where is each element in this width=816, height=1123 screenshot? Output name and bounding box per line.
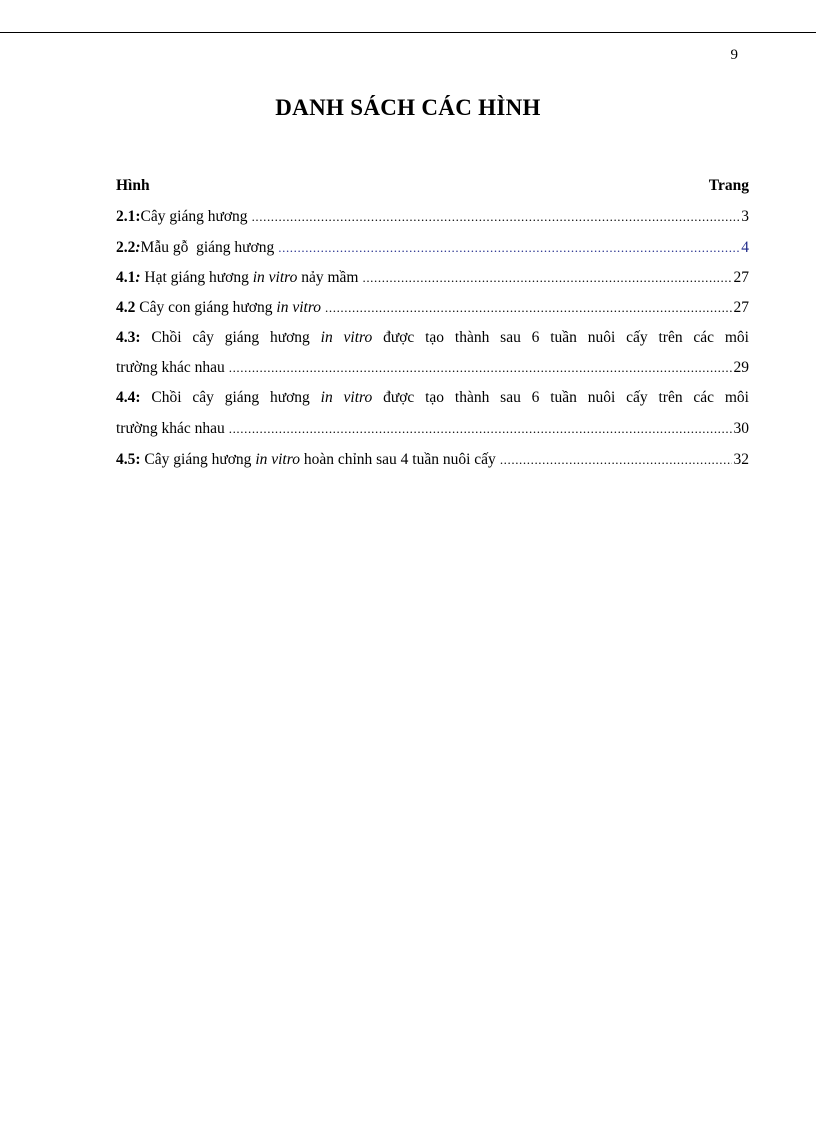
entry-page: 27 (733, 299, 749, 316)
page-number: 9 (730, 47, 738, 63)
dot-leader (229, 419, 732, 439)
dot-leader (362, 268, 731, 288)
entry-text: Chồi cây giáng hương (140, 389, 321, 406)
entry-number-sep: : (135, 269, 141, 286)
entry-text: Cây giáng hương (140, 208, 248, 225)
entry-number: 4.1 (116, 269, 136, 286)
toc-header-figure: Hình (116, 177, 150, 194)
entry-text-after: được tạo thành sau 6 tuần nuôi cấy trên các môi (372, 329, 749, 346)
toc-entry-4-2[interactable] (116, 298, 749, 318)
entry-page: 29 (733, 359, 749, 376)
toc-entry-4-3-line2[interactable] (116, 358, 749, 378)
toc-entry-2-1[interactable] (116, 207, 749, 227)
entry-number: 4.4: (116, 389, 141, 406)
toc-entry-4-4-line1[interactable] (116, 388, 749, 408)
dot-leader (325, 298, 731, 318)
toc-entry-4-3-line1[interactable] (116, 328, 749, 348)
entry-number: 2.2 (116, 239, 136, 256)
entry-page: 4 (741, 239, 749, 256)
entry-number: 4.3: (116, 329, 141, 346)
entry-page: 27 (733, 269, 749, 286)
entry-number-sep: : (135, 239, 141, 256)
entry-number: 4.2 (116, 299, 136, 316)
toc-entry-4-1[interactable] (116, 268, 749, 288)
entry-number: 4.5: (116, 451, 141, 468)
entry-italic: in vitro (320, 389, 373, 406)
dot-leader (252, 207, 740, 227)
page-title: DANH SÁCH CÁC HÌNH (275, 95, 541, 120)
dot-leader (500, 450, 732, 470)
header-rule (0, 32, 816, 33)
entry-text: Mẫu gỗ giáng hương (140, 239, 275, 256)
entry-text: trường khác nhau (116, 420, 225, 437)
entry-italic: in vitro (320, 329, 373, 346)
entry-number: 2.1: (116, 208, 141, 225)
dot-leader (278, 238, 739, 258)
entry-text: Cây giáng hương (140, 451, 256, 468)
entry-text-after: được tạo thành sau 6 tuần nuôi cấy trên các môi (372, 389, 749, 406)
entry-text-after: hoàn chỉnh sau 4 tuần nuôi cấy (299, 451, 496, 468)
entry-text: trường khác nhau (116, 359, 225, 376)
toc-entry-4-5[interactable] (116, 450, 749, 470)
toc-entry-4-4-line2[interactable] (116, 419, 749, 439)
entry-text: Cây con giáng hương (135, 299, 277, 316)
dot-leader (229, 358, 732, 378)
entry-page: 3 (741, 208, 749, 225)
entry-text: Chồi cây giáng hương (140, 329, 321, 346)
entry-text-after: nảy mầm (297, 269, 359, 286)
entry-italic: in vitro (276, 299, 322, 316)
toc-header (116, 177, 749, 195)
entry-page: 30 (733, 420, 749, 437)
toc-header-page: Trang (708, 177, 749, 194)
entry-text: Hạt giáng hương (140, 269, 253, 286)
toc-entry-2-2[interactable] (116, 238, 749, 258)
entry-italic: in vitro (252, 269, 298, 286)
entry-page: 32 (733, 451, 749, 468)
entry-italic: in vitro (255, 451, 300, 468)
